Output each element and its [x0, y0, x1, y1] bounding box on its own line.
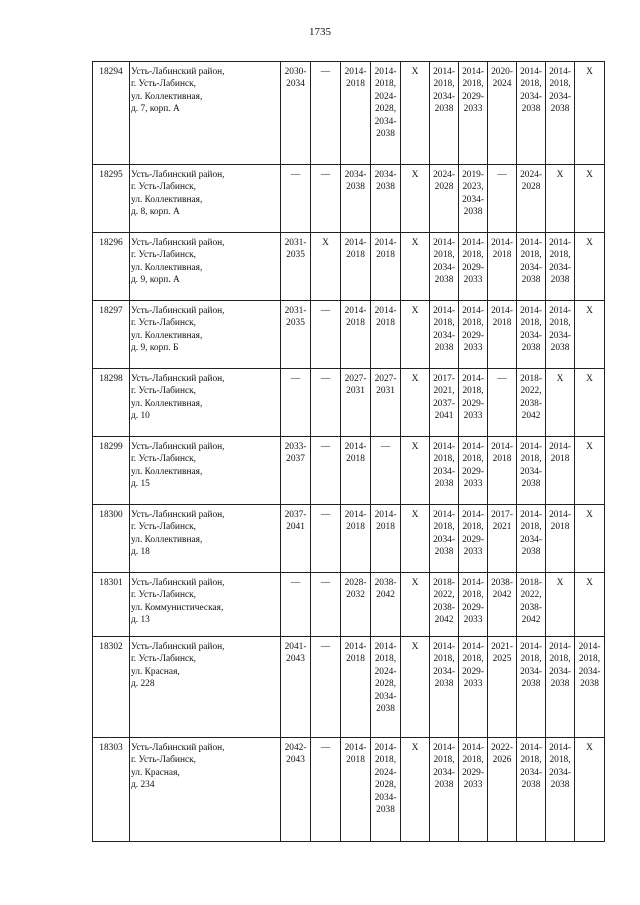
address-line: д. 9, корп. Б: [131, 343, 179, 354]
period-cell: 2017- 2021: [488, 505, 517, 573]
period-cell: 2033- 2037: [281, 437, 311, 505]
period-cell: X: [546, 369, 575, 437]
table-body: [93, 62, 605, 842]
period-cell: 2019- 2023, 2034- 2038: [459, 165, 488, 233]
period-cell: 2020- 2024: [488, 62, 517, 165]
period-cell: 2014- 2018: [371, 233, 401, 301]
address-cell: [130, 165, 281, 233]
housing-register-table: [92, 61, 605, 842]
period-cell: 2031- 2035: [281, 233, 311, 301]
period-cell: X: [401, 369, 430, 437]
period-cell: —: [281, 369, 311, 437]
period-cell: 2027- 2031: [371, 369, 401, 437]
table-row: [93, 62, 605, 165]
period-cell: X: [401, 233, 430, 301]
period-cell: —: [281, 165, 311, 233]
period-cell: 2014- 2018: [488, 437, 517, 505]
period-cell: 2014- 2018, 2029- 2033: [459, 637, 488, 738]
row-number: 18299: [93, 437, 130, 505]
address-line: г. Усть-Лабинск,: [131, 386, 197, 397]
address-line: д. 234: [131, 780, 155, 791]
period-cell: —: [311, 637, 341, 738]
address-line: ул. Коммунистическая,: [131, 602, 224, 613]
period-cell: 2014- 2018, 2034- 2038: [517, 233, 546, 301]
address-line: ул. Коллективная,: [131, 91, 203, 102]
period-cell: —: [371, 437, 401, 505]
address-line: д. 15: [131, 479, 150, 490]
period-cell: X: [575, 505, 605, 573]
period-cell: 2027- 2031: [341, 369, 371, 437]
period-cell: —: [311, 369, 341, 437]
address-cell: [130, 233, 281, 301]
address-line: г. Усть-Лабинск,: [131, 590, 197, 601]
row-number: 18301: [93, 573, 130, 637]
period-cell: 2014- 2018: [488, 301, 517, 369]
period-cell: X: [401, 301, 430, 369]
period-cell: 2014- 2018, 2034- 2038: [546, 233, 575, 301]
address-line: г. Усть-Лабинск,: [131, 318, 197, 329]
row-number: 18300: [93, 505, 130, 573]
period-cell: 2014- 2018, 2034- 2038: [517, 437, 546, 505]
period-cell: 2014- 2018, 2024- 2028, 2034- 2038: [371, 62, 401, 165]
period-cell: X: [401, 62, 430, 165]
period-cell: 2042- 2043: [281, 738, 311, 842]
period-cell: 2034- 2038: [341, 165, 371, 233]
address-line: г. Усть-Лабинск,: [131, 79, 197, 90]
period-cell: X: [575, 233, 605, 301]
period-cell: 2014- 2018, 2034- 2038: [546, 301, 575, 369]
address-line: д. 8, корп. А: [131, 207, 180, 218]
period-cell: X: [401, 637, 430, 738]
address-line: Усть-Лабинский район,: [131, 578, 225, 588]
period-cell: 2014- 2018: [371, 505, 401, 573]
address-cell: [130, 637, 281, 738]
period-cell: X: [401, 437, 430, 505]
period-cell: 2030- 2034: [281, 62, 311, 165]
address-line: Усть-Лабинский район,: [131, 238, 225, 248]
table-row: [93, 369, 605, 437]
table-row: [93, 573, 605, 637]
period-cell: 2014- 2018, 2029- 2033: [459, 738, 488, 842]
address-line: г. Усть-Лабинск,: [131, 755, 197, 766]
period-cell: 2014- 2018, 2034- 2038: [430, 637, 459, 738]
period-cell: 2038- 2042: [488, 573, 517, 637]
period-cell: 2014- 2018: [341, 301, 371, 369]
period-cell: 2024- 2028: [430, 165, 459, 233]
period-cell: —: [311, 573, 341, 637]
period-cell: 2014- 2018: [546, 505, 575, 573]
period-cell: 2038- 2042: [371, 573, 401, 637]
period-cell: 2014- 2018, 2034- 2038: [430, 233, 459, 301]
address-line: ул. Коллективная,: [131, 466, 203, 477]
address-line: ул. Коллективная,: [131, 262, 203, 273]
period-cell: 2014- 2018, 2034- 2038: [517, 637, 546, 738]
address-cell: [130, 738, 281, 842]
row-number: 18302: [93, 637, 130, 738]
period-cell: X: [575, 301, 605, 369]
period-cell: 2014- 2018, 2034- 2038: [517, 505, 546, 573]
period-cell: X: [575, 573, 605, 637]
period-cell: 2014- 2018: [341, 62, 371, 165]
address-line: г. Усть-Лабинск,: [131, 454, 197, 465]
address-line: г. Усть-Лабинск,: [131, 182, 197, 193]
address-line: Усть-Лабинский район,: [131, 306, 225, 316]
period-cell: X: [575, 369, 605, 437]
period-cell: 2028- 2032: [341, 573, 371, 637]
period-cell: 2014- 2018, 2034- 2038: [546, 637, 575, 738]
row-number: 18303: [93, 738, 130, 842]
address-line: д. 228: [131, 679, 155, 690]
period-cell: 2014- 2018: [341, 437, 371, 505]
address-cell: [130, 62, 281, 165]
table-row: [93, 437, 605, 505]
period-cell: 2014- 2018: [341, 233, 371, 301]
table-row: [93, 165, 605, 233]
period-cell: 2014- 2018, 2029- 2033: [459, 573, 488, 637]
period-cell: 2014- 2018, 2029- 2033: [459, 505, 488, 573]
period-cell: 2014- 2018, 2024- 2028, 2034- 2038: [371, 738, 401, 842]
period-cell: X: [401, 573, 430, 637]
period-cell: 2018- 2022, 2038- 2042: [517, 369, 546, 437]
period-cell: 2018- 2022, 2038- 2042: [430, 573, 459, 637]
row-number: 18295: [93, 165, 130, 233]
period-cell: 2024- 2028: [517, 165, 546, 233]
address-line: Усть-Лабинский район,: [131, 170, 225, 180]
address-line: г. Усть-Лабинск,: [131, 654, 197, 665]
period-cell: X: [575, 437, 605, 505]
period-cell: 2014- 2018: [341, 738, 371, 842]
period-cell: 2014- 2018, 2034- 2038: [517, 738, 546, 842]
address-line: д. 7, корп. А: [131, 104, 180, 115]
period-cell: 2014- 2018, 2024- 2028, 2034- 2038: [371, 637, 401, 738]
address-line: ул. Коллективная,: [131, 534, 203, 545]
address-line: Усть-Лабинский район,: [131, 374, 225, 384]
period-cell: X: [575, 165, 605, 233]
period-cell: 2014- 2018: [488, 233, 517, 301]
table-row: [93, 233, 605, 301]
period-cell: X: [401, 738, 430, 842]
address-line: Усть-Лабинский район,: [131, 642, 225, 652]
address-cell: [130, 301, 281, 369]
period-cell: 2021- 2025: [488, 637, 517, 738]
period-cell: 2014- 2018, 2029- 2033: [459, 62, 488, 165]
period-cell: —: [311, 165, 341, 233]
address-cell: [130, 437, 281, 505]
table-row: [93, 505, 605, 573]
period-cell: —: [311, 505, 341, 573]
address-line: ул. Красная,: [131, 666, 180, 677]
period-cell: 2014- 2018: [341, 637, 371, 738]
period-cell: —: [488, 369, 517, 437]
period-cell: 2014- 2018, 2034- 2038: [430, 738, 459, 842]
period-cell: 2014- 2018, 2034- 2038: [430, 437, 459, 505]
address-line: ул. Красная,: [131, 767, 180, 778]
period-cell: 2031- 2035: [281, 301, 311, 369]
period-cell: 2014- 2018, 2029- 2033: [459, 301, 488, 369]
period-cell: 2022- 2026: [488, 738, 517, 842]
period-cell: X: [546, 165, 575, 233]
address-line: д. 18: [131, 547, 150, 558]
address-line: ул. Коллективная,: [131, 398, 203, 409]
address-line: ул. Коллективная,: [131, 330, 203, 341]
address-line: д. 10: [131, 411, 150, 422]
page-number: 1735: [309, 26, 331, 38]
address-line: ул. Коллективная,: [131, 194, 203, 205]
period-cell: 2014- 2018, 2034- 2038: [430, 505, 459, 573]
address-line: Усть-Лабинский район,: [131, 67, 225, 77]
period-cell: X: [401, 505, 430, 573]
table-row: [93, 301, 605, 369]
period-cell: X: [546, 573, 575, 637]
period-cell: —: [311, 301, 341, 369]
period-cell: 2041- 2043: [281, 637, 311, 738]
address-line: г. Усть-Лабинск,: [131, 250, 197, 261]
period-cell: 2014- 2018, 2034- 2038: [517, 301, 546, 369]
period-cell: 2018- 2022, 2038- 2042: [517, 573, 546, 637]
period-cell: 2014- 2018, 2029- 2033: [459, 233, 488, 301]
period-cell: X: [575, 738, 605, 842]
period-cell: 2017- 2021, 2037- 2041: [430, 369, 459, 437]
address-line: Усть-Лабинский район,: [131, 743, 225, 753]
period-cell: 2014- 2018, 2034- 2038: [546, 62, 575, 165]
address-line: Усть-Лабинский район,: [131, 510, 225, 520]
period-cell: —: [281, 573, 311, 637]
row-number: 18296: [93, 233, 130, 301]
period-cell: —: [311, 62, 341, 165]
period-cell: 2014- 2018, 2034- 2038: [517, 62, 546, 165]
period-cell: 2037- 2041: [281, 505, 311, 573]
period-cell: —: [311, 437, 341, 505]
address-cell: [130, 573, 281, 637]
address-cell: [130, 505, 281, 573]
period-cell: 2014- 2018: [341, 505, 371, 573]
table-row: [93, 738, 605, 842]
period-cell: X: [401, 165, 430, 233]
address-cell: [130, 369, 281, 437]
period-cell: 2014- 2018: [546, 437, 575, 505]
period-cell: 2014- 2018, 2029- 2033: [459, 369, 488, 437]
period-cell: 2034- 2038: [371, 165, 401, 233]
table-row: [93, 637, 605, 738]
row-number: 18294: [93, 62, 130, 165]
period-cell: 2014- 2018, 2034- 2038: [430, 301, 459, 369]
address-line: г. Усть-Лабинск,: [131, 522, 197, 533]
period-cell: X: [311, 233, 341, 301]
period-cell: 2014- 2018, 2034- 2038: [575, 637, 605, 738]
address-line: д. 9, корп. А: [131, 275, 180, 286]
period-cell: X: [575, 62, 605, 165]
period-cell: 2014- 2018, 2034- 2038: [430, 62, 459, 165]
period-cell: —: [311, 738, 341, 842]
period-cell: 2014- 2018, 2034- 2038: [546, 738, 575, 842]
period-cell: —: [488, 165, 517, 233]
period-cell: 2014- 2018, 2029- 2033: [459, 437, 488, 505]
period-cell: 2014- 2018: [371, 301, 401, 369]
address-line: д. 13: [131, 615, 150, 626]
row-number: 18297: [93, 301, 130, 369]
row-number: 18298: [93, 369, 130, 437]
address-line: Усть-Лабинский район,: [131, 442, 225, 452]
